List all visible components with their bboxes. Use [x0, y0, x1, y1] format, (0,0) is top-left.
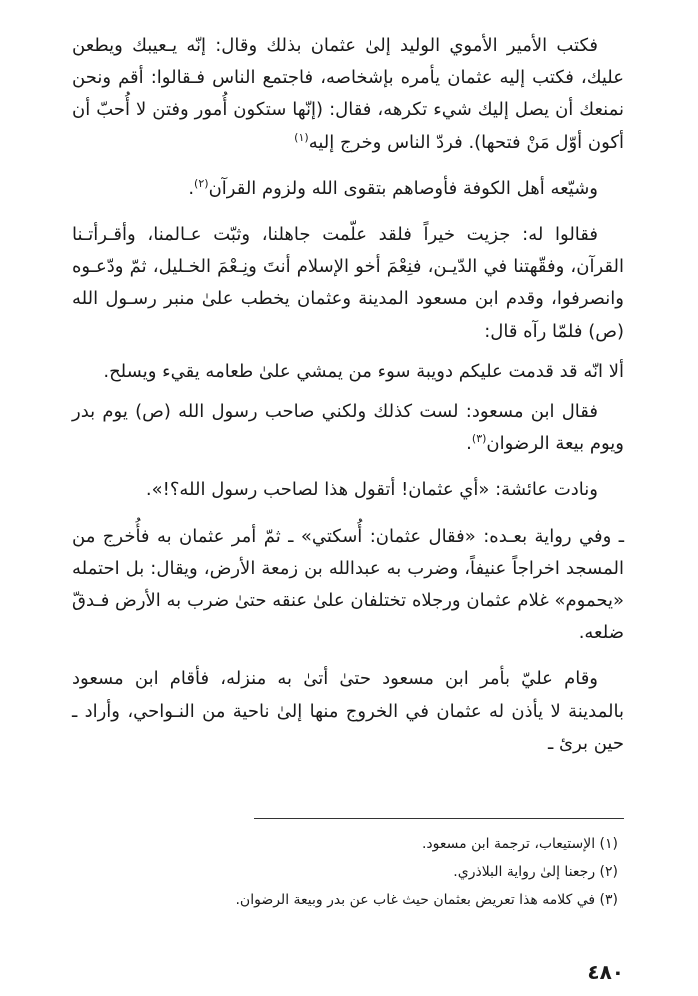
paragraph-7 [72, 521, 624, 650]
paragraph-6-text: ونادت عائشة: «أي عثمان! أتقول هذا لصاحب رسول الله؟!». [145, 479, 598, 501]
paragraph-4-text: ألا انّه قد قدمت عليكم دويبة سوء من يمشي علىٰ طعامه يقيء ويسلح. [103, 360, 624, 382]
paragraph-5-text: فقال ابن مسعود: لست كذلك ولكني صاحب رسول الله (ص) يوم بدر ويوم بيعة الرضوان [72, 401, 624, 455]
paragraph-1 [72, 30, 624, 159]
footnotes [72, 830, 618, 914]
page-number: ٤٨٠ [587, 960, 624, 984]
paragraph-3-text: فقالوا له: جزيت خيراً فلقد علّمت جاهلنا، وثبّت عـالمنا، وأقـرأتـنا القرآن، وفقّهتنا في الدّيـن، فنِعْمَ أخو الإسلام أنتَ ونِـعْمَ الخـليل، ثمّ ودّعـوه وانصرفوا، وقدم ابن مسعود المدينة وعثمان يخطب علىٰ منبر رسـول الله (ص) فلمّا رآه قال: [72, 224, 624, 342]
paragraph-2: وشيّعه أهل الكوفة فأوصاهم بتقوى الله ولزوم القرآن$^{(٢)}$. [188, 176, 598, 199]
paragraph-5: فقال ابن مسعود: لست كذلك ولكني صاحب رسول الله (ص) يوم بدر ويوم بيعة الرضوان$^{(٣)}$. [72, 401, 624, 455]
paragraph-7-text: ـ وفي رواية بعـده: «فقال عثمان: أُسكتي» ـ ثمّ أمر عثمان به فأُخرج من المسجد اخراجاً عنيفاً، وضرب به عبدالله بن زمعة الأرض، ويقال: بل احتمله «يحموم» غلام عثمان ورجلاه تختلفان علىٰ عنقه حتىٰ ضرب به الأرض فـدقّ ضلعه. [72, 525, 624, 644]
footnote-ref-3: (٣) [471, 432, 487, 446]
paragraph-8-text: وقام عليّ بأمر ابن مسعود حتىٰ أتىٰ به منزله، فأقام ابن مسعود بالمدينة لا يأذن له عثمان في الخروج منها إلىٰ ناحية من النـواحي، وأراد ـ حين برئ ـ [72, 668, 624, 754]
footnote-divider [254, 818, 624, 819]
paragraph-1-text: فكتب الأمير الأموي الوليد إلىٰ عثمان بذلك وقال: إنّه يـعيبك ويطعن عليك، فكتب إليه عثمان يأمره بإشخاصه، فاجتمع الناس فـقالوا: أقم ونحن نمنعك أن يصل إليك شيء تكرهه، فقال: (إنّها ستكون أُمور وفتن لا أُحبّ أن أكون أوّل مَنْ فتحها). فردّ الناس وخرج إليه [72, 35, 624, 153]
book-page [72, 30, 624, 996]
footnote-ref-2: (٢) [194, 176, 209, 190]
footnote-1: (١) الإستيعاب، ترجمة ابن مسعود. [421, 836, 618, 852]
paragraph-8 [72, 663, 624, 760]
paragraph-6 [72, 474, 624, 506]
main-text [72, 30, 624, 760]
paragraph-4 [72, 356, 624, 388]
footnote-ref-1: (١) [294, 130, 309, 144]
footnote-2: (٢) رجعنا إلىٰ رواية البلاذري. [453, 864, 618, 880]
footnote-3: (٣) في كلامه هذا تعريض بعثمان حيث غاب عن بدر وبيعة الرضوان. [235, 892, 618, 908]
paragraph-2-text: وشيّعه أهل الكوفة فأوصاهم بتقوى الله ولزوم القرآن [208, 177, 598, 199]
paragraph-3 [72, 219, 624, 348]
